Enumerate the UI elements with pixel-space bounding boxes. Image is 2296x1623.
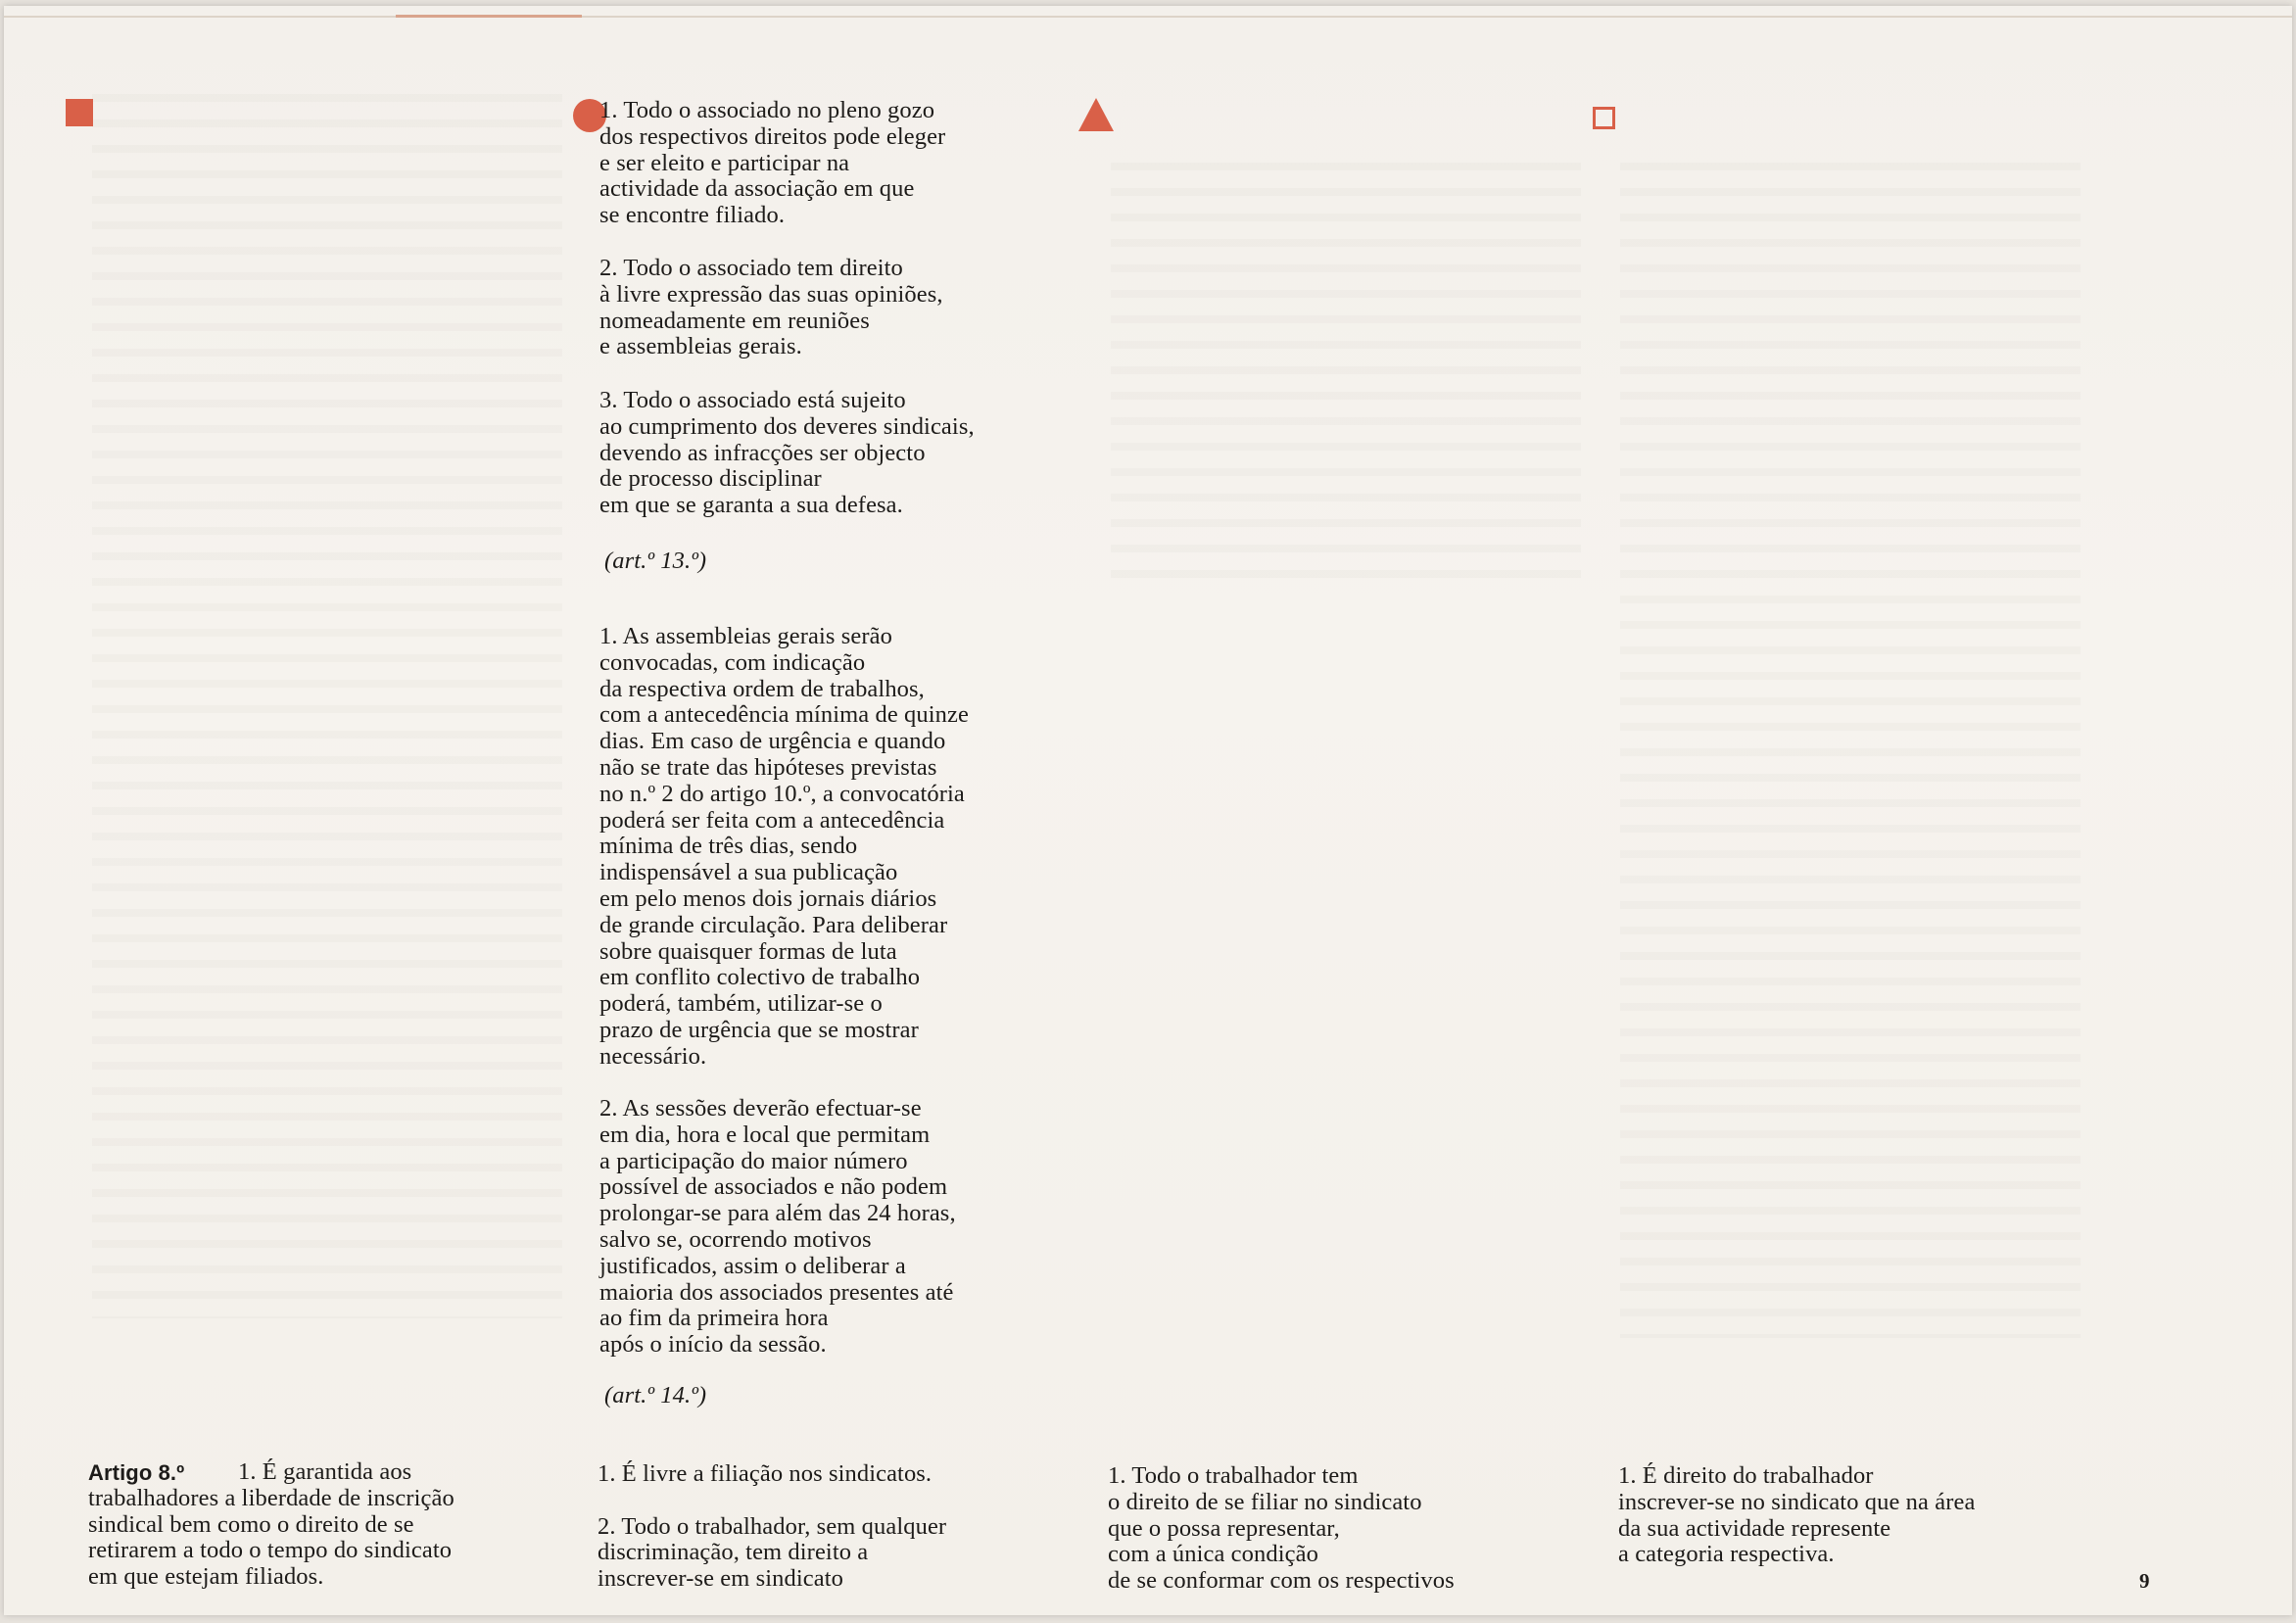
bottom-col2-text: 1. É livre a filiação nos sindicatos. 2. Todo o trabalhador, sem qualquer discriminação, tem direito a inscrever-se em sindicato xyxy=(598,1460,947,1593)
top-rule xyxy=(4,16,2292,18)
art13-reference: (art.º 13.º) xyxy=(604,548,707,574)
filled-square-icon xyxy=(66,99,93,126)
art14-reference: (art.º 14.º) xyxy=(604,1382,707,1408)
page-number: 9 xyxy=(2139,1569,2150,1593)
art13-paragraph-3: 3. Todo o associado está sujeito ao cumprimento dos deveres sindicais, devendo as infracções ser objecto de processo disciplinar em que se garanta a sua defesa. xyxy=(599,387,975,519)
art14-paragraph-1: 1. As assembleias gerais serão convocadas, com indicação da respectiva ordem de trabalhos, com a antecedência mínima de quinze dias. Em caso de urgência e quando não se trate das hipóteses previstas no n.º 2 do artigo 10.º, a convocatória poderá ser feita com a antecedência mínima de três dias, sendo indispensável a sua publicação em pelo menos dois jornais diários de grande circulação. Para deliberar sobre quaisquer formas de luta em conflito colectivo de trabalho poderá, também, utilizar-se o prazo de urgência que se mostrar necessário. xyxy=(599,623,969,1070)
bottom-col3-text: 1. Todo o trabalhador tem o direito de se filiar no sindicato que o possa representar, com a única condição de se conformar com os respectivos xyxy=(1108,1462,1455,1595)
outline-square-icon xyxy=(1593,107,1615,129)
filled-triangle-icon xyxy=(1078,98,1114,131)
art13-paragraph-1: 1. Todo o associado no pleno gozo dos respectivos direitos pode eleger e ser eleito e participar na actividade da associação em que se encontre filiado. xyxy=(599,97,946,229)
art14-paragraph-2: 2. As sessões deverão efectuar-se em dia, hora e local que permitam a participação do maior número possível de associados e não podem prolongar-se para além das 24 horas, salvo se, ocorrendo motivos justificados, assim o deliberar a maioria dos associados presentes até ao fim da primeira hora após o início da sessão. xyxy=(599,1095,956,1359)
art13-paragraph-2: 2. Todo o associado tem direito à livre expressão das suas opiniões, nomeadamente em reuniões e assembleias gerais. xyxy=(599,255,943,360)
bottom-col1-text xyxy=(88,1459,454,1591)
show-through-right xyxy=(1620,163,2081,1338)
article-8-label: Artigo 8.º xyxy=(88,1460,185,1485)
top-accent-rule xyxy=(396,15,582,18)
bottom-col1-continuation: trabalhadores a liberdade de inscrição sindical bem como o direito de se retirarem a todo o tempo do sindicato em que estejam filiados. xyxy=(88,1484,454,1591)
bottom-col1-body: 1. É garantida aos xyxy=(238,1458,412,1485)
bottom-col4-text: 1. É direito do trabalhador inscrever-se no sindicato que na área da sua actividade represente a categoria respectiva. xyxy=(1618,1462,1976,1568)
show-through-left xyxy=(92,94,562,1318)
document-page xyxy=(4,6,2292,1615)
show-through-middle xyxy=(1111,163,1581,594)
